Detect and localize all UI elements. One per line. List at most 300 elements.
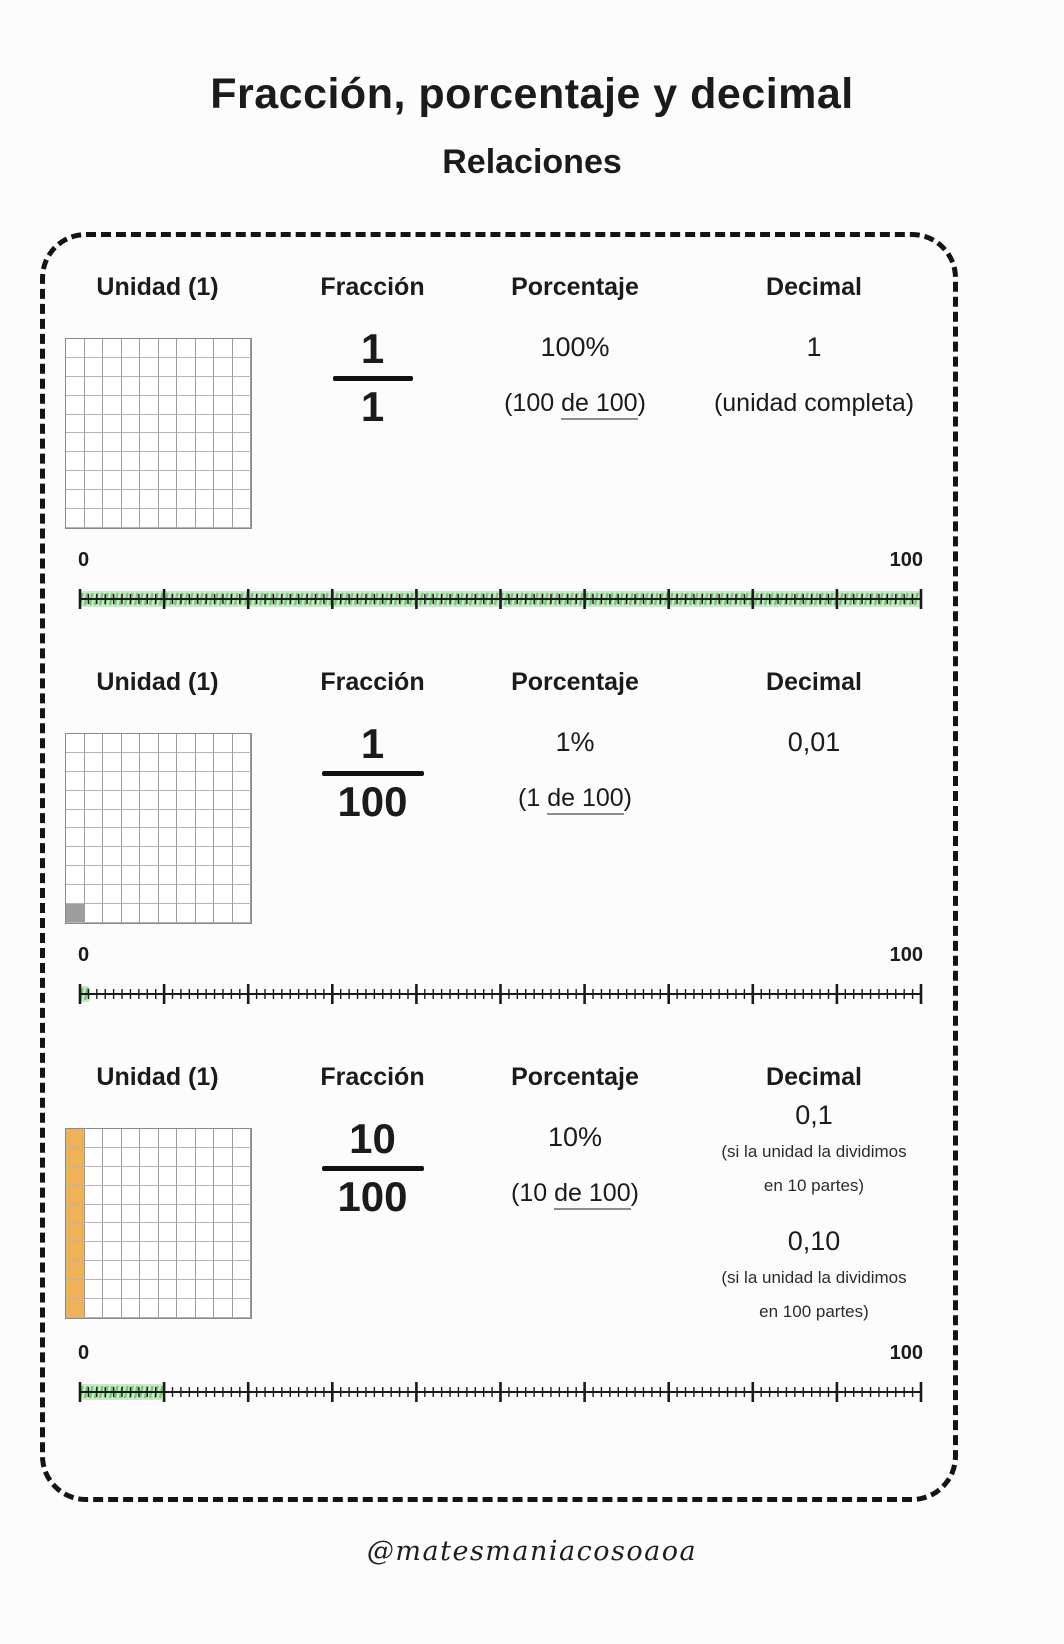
grid-cell [233, 339, 252, 358]
grid-cell [85, 1167, 104, 1186]
grid-cell [103, 904, 122, 923]
grid-cell [66, 339, 85, 358]
fraction-numerator: 10 [349, 1115, 396, 1162]
grid-cell [233, 415, 252, 434]
percentage-header: Porcentaje [511, 668, 639, 696]
grid-cell [85, 1299, 104, 1318]
grid-cell [196, 753, 215, 772]
grid-cell [66, 433, 85, 452]
grid-cell [196, 1167, 215, 1186]
grid-cell [85, 1186, 104, 1205]
grid-cell [159, 358, 178, 377]
percentage-detail [475, 389, 675, 418]
grid-cell [159, 1205, 178, 1224]
percentage-detail-prefix: (1 [518, 784, 548, 812]
grid-cell [159, 452, 178, 471]
grid-cell [233, 1299, 252, 1318]
grid-cell [140, 1148, 159, 1167]
grid-cell [196, 433, 215, 452]
grid-cell [196, 810, 215, 829]
grid-cell [85, 847, 104, 866]
grid-cell [140, 339, 159, 358]
grid-cell [122, 904, 141, 923]
grid-cell [177, 1280, 196, 1299]
grid-cell [85, 753, 104, 772]
grid-cell [85, 1148, 104, 1167]
percentage-column [475, 668, 675, 813]
grid-cell [66, 490, 85, 509]
grid-cell [196, 452, 215, 471]
decimal-note-line: en 100 partes) [759, 1302, 869, 1321]
grid-cell [233, 810, 252, 829]
grid-cell [214, 1129, 233, 1148]
grid-cell [233, 1129, 252, 1148]
grid-cell [103, 1167, 122, 1186]
decimal-value-tenths: 0,1 [795, 1100, 833, 1130]
grid-cell [196, 734, 215, 753]
grid-cell [233, 471, 252, 490]
grid-cell [214, 1242, 233, 1261]
grid-cell [66, 772, 85, 791]
grid-cell [196, 1261, 215, 1280]
decimal-note-line: (si la unidad la dividimos [721, 1268, 907, 1287]
grid-cell [177, 377, 196, 396]
grid-cell [122, 471, 141, 490]
percentage-block [475, 332, 675, 418]
grid-cell [122, 753, 141, 772]
grid-cell [85, 772, 104, 791]
fraction-numerator: 1 [360, 720, 385, 767]
fraction-denominator: 100 [337, 778, 408, 825]
grid-cell [159, 396, 178, 415]
grid-cell [122, 1186, 141, 1205]
number-line-end-label: 100 [889, 549, 923, 571]
grid-cell [103, 1205, 122, 1224]
percentage-block [475, 1122, 675, 1208]
page-titles [0, 0, 1064, 182]
grid-cell [233, 753, 252, 772]
grid-cell [177, 1129, 196, 1148]
grid-cell [214, 885, 233, 904]
decimal-value: 0,01 [787, 727, 841, 757]
grid-cell [122, 1261, 141, 1280]
grid-cell [140, 471, 159, 490]
grid-cell [122, 1205, 141, 1224]
grid-cell [177, 772, 196, 791]
grid-cell [85, 377, 104, 396]
grid-cell [66, 1280, 85, 1299]
fraction-column [270, 273, 475, 430]
grid-cell [233, 847, 252, 866]
grid-cell [233, 1205, 252, 1224]
grid-cell [196, 847, 215, 866]
grid-cell [214, 339, 233, 358]
grid-cell [66, 885, 85, 904]
grid-cell [196, 1299, 215, 1318]
grid-cell [103, 1280, 122, 1299]
grid-cell [122, 452, 141, 471]
grid-cell [177, 433, 196, 452]
decimal-header: Decimal [766, 668, 862, 696]
grid-cell [66, 847, 85, 866]
grid-cell [122, 1280, 141, 1299]
fraction-column [270, 1063, 475, 1220]
grid-cell [177, 1205, 196, 1224]
grid-cell [140, 1261, 159, 1280]
grid-cell [66, 452, 85, 471]
unit-column [45, 273, 270, 529]
grid-cell [233, 509, 252, 528]
percentage-header: Porcentaje [511, 273, 639, 301]
grid-cell [122, 791, 141, 810]
grid-cell [177, 810, 196, 829]
number-line-start-label: 0 [78, 944, 90, 966]
grid-cell [214, 1186, 233, 1205]
grid-cell [140, 847, 159, 866]
decimal-block [675, 332, 953, 418]
grid-cell [233, 1167, 252, 1186]
grid-cell [103, 415, 122, 434]
grid-cell [122, 734, 141, 753]
unit-header: Unidad (1) [96, 273, 219, 301]
decimal-column [675, 1063, 953, 1322]
grid-cell [159, 490, 178, 509]
decimal-value: 1 [806, 332, 822, 362]
grid-cell [233, 904, 252, 923]
grid-cell [140, 904, 159, 923]
grid-cell [196, 866, 215, 885]
grid-cell [85, 904, 104, 923]
grid-cell [159, 1223, 178, 1242]
grid-cell [177, 1186, 196, 1205]
number-line-block-1 [78, 549, 923, 616]
grid-cell [103, 847, 122, 866]
grid-cell [159, 904, 178, 923]
grid-cell [159, 885, 178, 904]
grid-cell [233, 791, 252, 810]
grid-cell [140, 415, 159, 434]
grid-cell [214, 509, 233, 528]
grid-cell [122, 339, 141, 358]
grid-cell [66, 415, 85, 434]
grid-cell [122, 772, 141, 791]
grid-cell [103, 396, 122, 415]
grid-cell [103, 509, 122, 528]
grid-cell [103, 772, 122, 791]
grid-cell [214, 1223, 233, 1242]
grid-cell [66, 358, 85, 377]
percentage-value: 1% [555, 727, 595, 757]
grid-cell [103, 452, 122, 471]
grid-cell [66, 1261, 85, 1280]
grid-cell [233, 377, 252, 396]
grid-cell [122, 490, 141, 509]
grid-cell [177, 753, 196, 772]
grid-cell [196, 791, 215, 810]
grid-cell [140, 772, 159, 791]
grid-cell [159, 1280, 178, 1299]
number-line-end-label: 100 [889, 944, 923, 966]
grid-cell [66, 810, 85, 829]
grid-cell [66, 866, 85, 885]
grid-cell [233, 396, 252, 415]
grid-cell [103, 1186, 122, 1205]
grid-cell [103, 1261, 122, 1280]
grid-cell [140, 1299, 159, 1318]
grid-cell [140, 828, 159, 847]
grid-cell [85, 433, 104, 452]
grid-cell [196, 1205, 215, 1224]
grid-cell [85, 828, 104, 847]
grid-cell [140, 885, 159, 904]
decimal-note-line: (si la unidad la dividimos [721, 1142, 907, 1161]
grid-cell [66, 1167, 85, 1186]
percentage-detail-underlined: de 100 [554, 1179, 630, 1210]
grid-cell [66, 1299, 85, 1318]
grid-cell [103, 791, 122, 810]
grid-cell [122, 885, 141, 904]
grid-cell [140, 396, 159, 415]
grid-cell [159, 810, 178, 829]
section-whole-unit [45, 273, 953, 616]
grid-cell [214, 490, 233, 509]
grid-cell [159, 1167, 178, 1186]
decimal-block [675, 727, 953, 758]
grid-cell [214, 1261, 233, 1280]
grid-cell [159, 847, 178, 866]
percentage-detail-suffix: ) [623, 784, 632, 812]
grid-cell [177, 358, 196, 377]
grid-cell [214, 734, 233, 753]
number-line-end-label: 100 [889, 1342, 923, 1364]
decimal-block-hundredths [675, 1226, 953, 1322]
section-ten-hundredths [45, 1063, 953, 1409]
grid-cell [233, 885, 252, 904]
grid-cell [177, 471, 196, 490]
grid-cell [66, 1129, 85, 1148]
number-line-labels [78, 1342, 923, 1371]
number-line-start-label: 0 [78, 1342, 90, 1364]
decimal-value-hundredths: 0,10 [787, 1226, 841, 1256]
grid-cell [66, 904, 85, 923]
grid-cell [233, 866, 252, 885]
decimal-column [675, 668, 953, 758]
grid-cell [85, 866, 104, 885]
grid-cell [177, 828, 196, 847]
grid-cell [159, 1261, 178, 1280]
percentage-detail [475, 784, 675, 813]
grid-cell [122, 1148, 141, 1167]
grid-cell [140, 1167, 159, 1186]
grid-cell [196, 358, 215, 377]
grid-cell [85, 339, 104, 358]
grid-cell [214, 828, 233, 847]
grid-cell [177, 866, 196, 885]
grid-cell [177, 452, 196, 471]
grid-cell [140, 452, 159, 471]
grid-cell [233, 358, 252, 377]
grid-cell [233, 828, 252, 847]
number-line-labels [78, 944, 923, 973]
grid-cell [177, 1242, 196, 1261]
grid-cell [214, 377, 233, 396]
grid-cell [196, 339, 215, 358]
grid-cell [177, 1167, 196, 1186]
grid-cell [233, 1186, 252, 1205]
decimal-column [675, 273, 953, 418]
grid-cell [196, 415, 215, 434]
grid-cell [159, 828, 178, 847]
grid-cell [85, 1205, 104, 1224]
grid-cell [214, 904, 233, 923]
grid-cell [196, 904, 215, 923]
grid-cell [159, 471, 178, 490]
grid-cell [140, 1205, 159, 1224]
grid-cell [85, 1280, 104, 1299]
grid-cell [196, 1280, 215, 1299]
grid-cell [122, 1299, 141, 1318]
grid-cell [214, 358, 233, 377]
grid-cell [159, 1186, 178, 1205]
percentage-detail-suffix: ) [637, 389, 646, 417]
grid-cell [233, 772, 252, 791]
grid-cell [214, 772, 233, 791]
grid-cell [103, 377, 122, 396]
grid-cell [140, 1223, 159, 1242]
page-title: Fracción, porcentaje y decimal [210, 70, 854, 118]
grid-cell [103, 1299, 122, 1318]
grid-cell [177, 415, 196, 434]
grid-cell [103, 490, 122, 509]
grid-cell [196, 471, 215, 490]
grid-cell [122, 1242, 141, 1261]
grid-cell [85, 1223, 104, 1242]
grid-cell [140, 1280, 159, 1299]
grid-cell [214, 753, 233, 772]
grid-cell [85, 452, 104, 471]
percentage-detail-underlined: de 100 [547, 784, 623, 815]
grid-cell [196, 377, 215, 396]
grid-cell [140, 377, 159, 396]
fraction-bar [333, 376, 413, 381]
grid-cell [233, 1261, 252, 1280]
grid-cell [122, 509, 141, 528]
grid-cell [214, 791, 233, 810]
grid-cell [122, 847, 141, 866]
grid-cell [159, 1242, 178, 1261]
grid-cell [159, 433, 178, 452]
grid-cell [233, 452, 252, 471]
grid-cell [233, 490, 252, 509]
grid-cell [214, 1299, 233, 1318]
grid-cell [103, 358, 122, 377]
decimal-note-line: en 10 partes) [763, 1176, 865, 1195]
fraction-header: Fracción [320, 273, 425, 301]
number-line-labels [78, 549, 923, 578]
grid-cell [103, 1129, 122, 1148]
grid-cell [177, 396, 196, 415]
relations-panel [40, 232, 958, 1502]
grid-cell [159, 772, 178, 791]
grid-cell [85, 885, 104, 904]
grid-cell [66, 753, 85, 772]
grid-cell [122, 810, 141, 829]
grid-cell [196, 772, 215, 791]
grid-cell [103, 810, 122, 829]
percentage-column [475, 1063, 675, 1208]
grid-cell [66, 377, 85, 396]
grid-cell [214, 866, 233, 885]
grid-cell [122, 433, 141, 452]
grid-cell [177, 1299, 196, 1318]
fraction-1-over-1 [333, 326, 413, 430]
grid-cell [177, 904, 196, 923]
grid-cell [177, 734, 196, 753]
unit-column [45, 668, 270, 924]
grid-cell [196, 1223, 215, 1242]
fraction-denominator: 1 [360, 383, 385, 430]
fraction-10-over-100 [322, 1116, 424, 1220]
grid-cell [233, 1148, 252, 1167]
percentage-value: 10% [547, 1122, 603, 1152]
section-one-hundredth [45, 668, 953, 1011]
fraction-column [270, 668, 475, 825]
page-subtitle: Relaciones [442, 143, 622, 181]
grid-cell [159, 377, 178, 396]
grid-cell [103, 1148, 122, 1167]
grid-cell [85, 471, 104, 490]
grid-cell [66, 471, 85, 490]
grid-cell [66, 1186, 85, 1205]
grid-cell [66, 791, 85, 810]
number-line [78, 1371, 923, 1409]
grid-cell [66, 1223, 85, 1242]
grid-cell [177, 791, 196, 810]
grid-cell [214, 1205, 233, 1224]
grid-cell [233, 1280, 252, 1299]
grid-cell [103, 471, 122, 490]
fraction-bar [322, 1166, 424, 1171]
grid-cell [233, 433, 252, 452]
grid-cell [196, 490, 215, 509]
grid-cell [122, 1129, 141, 1148]
fraction-header: Fracción [320, 668, 425, 696]
fraction-numerator: 1 [360, 325, 385, 372]
grid-cell [122, 358, 141, 377]
number-line [78, 973, 923, 1011]
grid-cell [233, 1242, 252, 1261]
grid-cell [85, 396, 104, 415]
grid-cell [122, 415, 141, 434]
grid-cell [66, 396, 85, 415]
grid-cell [177, 339, 196, 358]
grid-cell [177, 847, 196, 866]
grid-cell [233, 1223, 252, 1242]
grid-cell [103, 866, 122, 885]
grid-cell [140, 358, 159, 377]
percentage-header: Porcentaje [511, 1063, 639, 1091]
grid-cell [122, 396, 141, 415]
grid-cell [66, 734, 85, 753]
author-handle: @matesmaniacosoaoa [366, 1536, 698, 1567]
grid-cell [196, 396, 215, 415]
grid-cell [103, 433, 122, 452]
grid-cell [85, 490, 104, 509]
grid-cell [177, 1261, 196, 1280]
grid-cell [159, 734, 178, 753]
fraction-denominator: 100 [337, 1173, 408, 1220]
percentage-detail-prefix: (10 [511, 1179, 555, 1207]
